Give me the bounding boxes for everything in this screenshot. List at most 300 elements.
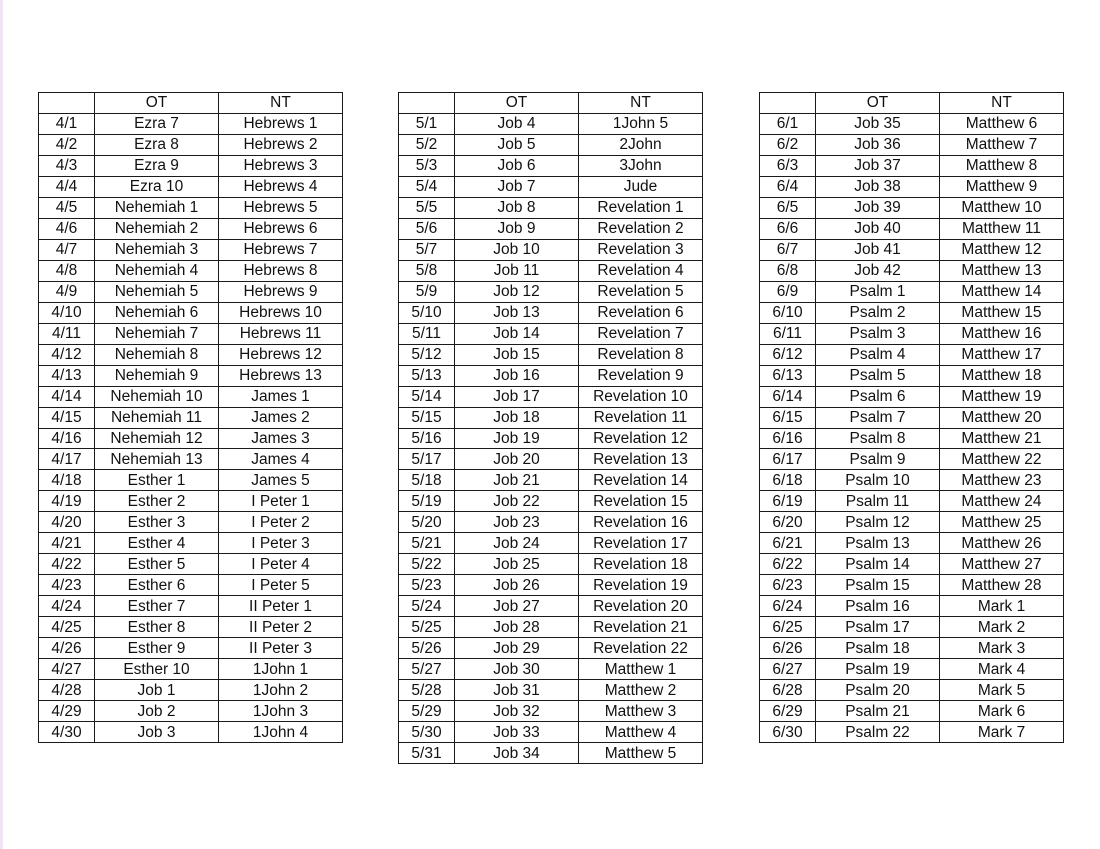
date-column-header <box>39 93 95 114</box>
reading-row <box>39 722 343 743</box>
nt-reading-cell: Revelation 12 <box>579 428 703 449</box>
date-cell: 5/30 <box>399 722 455 743</box>
reading-row <box>39 407 343 428</box>
reading-row <box>760 428 1064 449</box>
reading-row <box>39 197 343 218</box>
ot-reading-cell: Job 27 <box>455 596 579 617</box>
ot-reading-cell: Psalm 22 <box>816 722 940 743</box>
date-cell: 5/15 <box>399 407 455 428</box>
reading-row <box>399 218 703 239</box>
ot-reading-cell: Psalm 17 <box>816 617 940 638</box>
nt-reading-cell: Hebrews 6 <box>219 218 343 239</box>
nt-reading-cell: Revelation 18 <box>579 554 703 575</box>
reading-row <box>39 134 343 155</box>
date-cell: 5/29 <box>399 701 455 722</box>
nt-reading-cell: Mark 1 <box>940 596 1064 617</box>
nt-reading-cell: Mark 4 <box>940 659 1064 680</box>
ot-reading-cell: Esther 5 <box>95 554 219 575</box>
reading-row <box>760 512 1064 533</box>
reading-row <box>760 470 1064 491</box>
nt-reading-cell: II Peter 3 <box>219 638 343 659</box>
nt-reading-cell: Matthew 3 <box>579 701 703 722</box>
nt-reading-cell: Hebrews 4 <box>219 176 343 197</box>
reading-row <box>399 344 703 365</box>
date-cell: 6/8 <box>760 260 816 281</box>
reading-row <box>399 533 703 554</box>
date-cell: 6/16 <box>760 428 816 449</box>
ot-reading-cell: Psalm 8 <box>816 428 940 449</box>
ot-column-header: OT <box>816 93 940 114</box>
date-cell: 4/14 <box>39 386 95 407</box>
ot-reading-cell: Nehemiah 8 <box>95 344 219 365</box>
date-cell: 4/5 <box>39 197 95 218</box>
ot-reading-cell: Job 34 <box>455 743 579 764</box>
reading-row <box>399 134 703 155</box>
date-cell: 5/4 <box>399 176 455 197</box>
ot-reading-cell: Esther 7 <box>95 596 219 617</box>
nt-reading-cell: Matthew 27 <box>940 554 1064 575</box>
page-edge <box>0 0 3 849</box>
nt-reading-cell: Matthew 6 <box>940 113 1064 134</box>
ot-reading-cell: Job 11 <box>455 260 579 281</box>
ot-reading-cell: Job 7 <box>455 176 579 197</box>
ot-reading-cell: Ezra 10 <box>95 176 219 197</box>
date-cell: 5/31 <box>399 743 455 764</box>
nt-reading-cell: Hebrews 7 <box>219 239 343 260</box>
date-cell: 6/13 <box>760 365 816 386</box>
nt-reading-cell: II Peter 2 <box>219 617 343 638</box>
date-cell: 5/11 <box>399 323 455 344</box>
ot-reading-cell: Job 30 <box>455 659 579 680</box>
date-cell: 4/11 <box>39 323 95 344</box>
date-cell: 6/23 <box>760 575 816 596</box>
date-cell: 5/16 <box>399 428 455 449</box>
date-cell: 6/18 <box>760 470 816 491</box>
nt-reading-cell: Matthew 20 <box>940 407 1064 428</box>
reading-row <box>39 344 343 365</box>
nt-reading-cell: Matthew 28 <box>940 575 1064 596</box>
nt-reading-cell: Matthew 1 <box>579 659 703 680</box>
reading-row <box>399 428 703 449</box>
nt-reading-cell: Matthew 7 <box>940 134 1064 155</box>
nt-reading-cell: Hebrews 2 <box>219 134 343 155</box>
reading-row <box>760 659 1064 680</box>
date-cell: 6/17 <box>760 449 816 470</box>
nt-reading-cell: Mark 5 <box>940 680 1064 701</box>
nt-reading-cell: I Peter 2 <box>219 512 343 533</box>
ot-reading-cell: Nehemiah 13 <box>95 449 219 470</box>
ot-reading-cell: Psalm 18 <box>816 638 940 659</box>
reading-row <box>39 155 343 176</box>
ot-reading-cell: Esther 1 <box>95 470 219 491</box>
nt-reading-cell: Hebrews 12 <box>219 344 343 365</box>
nt-reading-cell: James 2 <box>219 407 343 428</box>
ot-reading-cell: Psalm 4 <box>816 344 940 365</box>
reading-row <box>760 701 1064 722</box>
date-cell: 5/10 <box>399 302 455 323</box>
reading-row <box>760 239 1064 260</box>
date-cell: 4/17 <box>39 449 95 470</box>
nt-reading-cell: Hebrews 3 <box>219 155 343 176</box>
ot-reading-cell: Psalm 12 <box>816 512 940 533</box>
reading-row <box>39 218 343 239</box>
date-cell: 6/9 <box>760 281 816 302</box>
nt-reading-cell: 1John 3 <box>219 701 343 722</box>
nt-reading-cell: Mark 3 <box>940 638 1064 659</box>
reading-row <box>760 680 1064 701</box>
date-cell: 4/9 <box>39 281 95 302</box>
reading-row <box>399 302 703 323</box>
date-cell: 5/22 <box>399 554 455 575</box>
reading-table-april <box>38 92 343 743</box>
date-cell: 4/4 <box>39 176 95 197</box>
ot-column-header: OT <box>95 93 219 114</box>
ot-reading-cell: Esther 3 <box>95 512 219 533</box>
date-cell: 6/29 <box>760 701 816 722</box>
nt-reading-cell: James 5 <box>219 470 343 491</box>
date-cell: 5/6 <box>399 218 455 239</box>
ot-reading-cell: Job 28 <box>455 617 579 638</box>
date-cell: 6/28 <box>760 680 816 701</box>
date-cell: 6/2 <box>760 134 816 155</box>
reading-row <box>399 260 703 281</box>
date-cell: 6/12 <box>760 344 816 365</box>
date-cell: 4/7 <box>39 239 95 260</box>
date-cell: 4/10 <box>39 302 95 323</box>
reading-row <box>399 365 703 386</box>
ot-reading-cell: Nehemiah 2 <box>95 218 219 239</box>
reading-row <box>39 449 343 470</box>
ot-reading-cell: Job 26 <box>455 575 579 596</box>
reading-row <box>760 575 1064 596</box>
nt-reading-cell: Hebrews 9 <box>219 281 343 302</box>
ot-reading-cell: Job 29 <box>455 638 579 659</box>
date-cell: 4/19 <box>39 491 95 512</box>
ot-reading-cell: Job 2 <box>95 701 219 722</box>
date-cell: 4/2 <box>39 134 95 155</box>
nt-reading-cell: Matthew 16 <box>940 323 1064 344</box>
ot-reading-cell: Job 17 <box>455 386 579 407</box>
ot-reading-cell: Job 38 <box>816 176 940 197</box>
ot-reading-cell: Esther 4 <box>95 533 219 554</box>
date-cell: 6/25 <box>760 617 816 638</box>
ot-reading-cell: Psalm 14 <box>816 554 940 575</box>
ot-reading-cell: Nehemiah 1 <box>95 197 219 218</box>
ot-reading-cell: Job 42 <box>816 260 940 281</box>
date-column-header <box>399 93 455 114</box>
reading-row <box>760 281 1064 302</box>
ot-reading-cell: Job 23 <box>455 512 579 533</box>
date-cell: 5/3 <box>399 155 455 176</box>
reading-table-may <box>398 92 703 764</box>
nt-reading-cell: Matthew 22 <box>940 449 1064 470</box>
reading-row <box>39 596 343 617</box>
nt-reading-cell: Matthew 8 <box>940 155 1064 176</box>
ot-reading-cell: Nehemiah 4 <box>95 260 219 281</box>
ot-reading-cell: Job 15 <box>455 344 579 365</box>
nt-reading-cell: James 1 <box>219 386 343 407</box>
date-cell: 6/21 <box>760 533 816 554</box>
date-cell: 6/19 <box>760 491 816 512</box>
nt-reading-cell: Hebrews 11 <box>219 323 343 344</box>
reading-row <box>399 323 703 344</box>
nt-reading-cell: Revelation 13 <box>579 449 703 470</box>
nt-reading-cell: 1John 2 <box>219 680 343 701</box>
reading-row <box>39 470 343 491</box>
reading-row <box>760 176 1064 197</box>
reading-row <box>760 407 1064 428</box>
nt-reading-cell: I Peter 3 <box>219 533 343 554</box>
nt-reading-cell: Matthew 12 <box>940 239 1064 260</box>
nt-reading-cell: Revelation 9 <box>579 365 703 386</box>
reading-row <box>39 533 343 554</box>
reading-row <box>399 281 703 302</box>
reading-row <box>760 365 1064 386</box>
date-cell: 6/11 <box>760 323 816 344</box>
reading-row <box>39 617 343 638</box>
reading-row <box>399 449 703 470</box>
reading-row <box>39 512 343 533</box>
ot-reading-cell: Job 4 <box>455 113 579 134</box>
ot-reading-cell: Psalm 7 <box>816 407 940 428</box>
ot-reading-cell: Ezra 7 <box>95 113 219 134</box>
nt-reading-cell: 2John <box>579 134 703 155</box>
date-cell: 6/4 <box>760 176 816 197</box>
reading-row <box>39 701 343 722</box>
nt-reading-cell: Hebrews 10 <box>219 302 343 323</box>
reading-row <box>760 323 1064 344</box>
nt-reading-cell: Matthew 18 <box>940 365 1064 386</box>
date-cell: 5/28 <box>399 680 455 701</box>
reading-row <box>39 638 343 659</box>
ot-reading-cell: Job 13 <box>455 302 579 323</box>
reading-row <box>399 470 703 491</box>
ot-reading-cell: Ezra 9 <box>95 155 219 176</box>
date-cell: 4/3 <box>39 155 95 176</box>
reading-row <box>39 365 343 386</box>
reading-row <box>399 407 703 428</box>
date-cell: 5/14 <box>399 386 455 407</box>
date-cell: 5/19 <box>399 491 455 512</box>
ot-reading-cell: Job 39 <box>816 197 940 218</box>
nt-reading-cell: Revelation 1 <box>579 197 703 218</box>
ot-reading-cell: Esther 10 <box>95 659 219 680</box>
date-cell: 5/12 <box>399 344 455 365</box>
ot-reading-cell: Esther 6 <box>95 575 219 596</box>
ot-reading-cell: Job 32 <box>455 701 579 722</box>
nt-reading-cell: Matthew 13 <box>940 260 1064 281</box>
date-cell: 4/24 <box>39 596 95 617</box>
reading-row <box>39 302 343 323</box>
date-cell: 4/8 <box>39 260 95 281</box>
date-cell: 5/5 <box>399 197 455 218</box>
reading-row <box>760 554 1064 575</box>
date-cell: 4/13 <box>39 365 95 386</box>
ot-reading-cell: Job 21 <box>455 470 579 491</box>
ot-reading-cell: Nehemiah 6 <box>95 302 219 323</box>
date-cell: 6/26 <box>760 638 816 659</box>
nt-reading-cell: Revelation 20 <box>579 596 703 617</box>
reading-row <box>399 512 703 533</box>
date-cell: 5/20 <box>399 512 455 533</box>
nt-reading-cell: Matthew 5 <box>579 743 703 764</box>
reading-row <box>39 176 343 197</box>
nt-reading-cell: James 3 <box>219 428 343 449</box>
ot-reading-cell: Ezra 8 <box>95 134 219 155</box>
ot-reading-cell: Psalm 15 <box>816 575 940 596</box>
date-cell: 5/2 <box>399 134 455 155</box>
reading-row <box>39 554 343 575</box>
date-cell: 6/5 <box>760 197 816 218</box>
date-cell: 6/6 <box>760 218 816 239</box>
reading-row <box>39 659 343 680</box>
reading-row <box>760 617 1064 638</box>
ot-reading-cell: Job 6 <box>455 155 579 176</box>
reading-row <box>399 386 703 407</box>
nt-reading-cell: James 4 <box>219 449 343 470</box>
reading-row <box>760 722 1064 743</box>
reading-row <box>760 386 1064 407</box>
nt-reading-cell: Matthew 19 <box>940 386 1064 407</box>
ot-reading-cell: Esther 2 <box>95 491 219 512</box>
ot-reading-cell: Nehemiah 7 <box>95 323 219 344</box>
reading-row <box>399 491 703 512</box>
reading-row <box>399 680 703 701</box>
nt-reading-cell: Matthew 2 <box>579 680 703 701</box>
reading-row <box>399 617 703 638</box>
nt-reading-cell: Matthew 15 <box>940 302 1064 323</box>
nt-reading-cell: Revelation 19 <box>579 575 703 596</box>
date-cell: 6/20 <box>760 512 816 533</box>
nt-reading-cell: Revelation 14 <box>579 470 703 491</box>
ot-reading-cell: Psalm 21 <box>816 701 940 722</box>
nt-reading-cell: Matthew 24 <box>940 491 1064 512</box>
nt-reading-cell: Matthew 25 <box>940 512 1064 533</box>
nt-reading-cell: Jude <box>579 176 703 197</box>
nt-reading-cell: Matthew 11 <box>940 218 1064 239</box>
date-cell: 4/23 <box>39 575 95 596</box>
reading-row <box>760 260 1064 281</box>
ot-reading-cell: Job 12 <box>455 281 579 302</box>
nt-reading-cell: Revelation 22 <box>579 638 703 659</box>
reading-row <box>760 449 1064 470</box>
reading-row <box>399 596 703 617</box>
reading-row <box>399 155 703 176</box>
ot-reading-cell: Job 14 <box>455 323 579 344</box>
reading-row <box>760 134 1064 155</box>
ot-reading-cell: Psalm 13 <box>816 533 940 554</box>
reading-row <box>760 491 1064 512</box>
date-cell: 5/25 <box>399 617 455 638</box>
date-cell: 4/15 <box>39 407 95 428</box>
date-cell: 5/18 <box>399 470 455 491</box>
ot-reading-cell: Job 5 <box>455 134 579 155</box>
date-cell: 6/10 <box>760 302 816 323</box>
nt-reading-cell: Revelation 6 <box>579 302 703 323</box>
nt-reading-cell: Matthew 23 <box>940 470 1064 491</box>
reading-row <box>760 596 1064 617</box>
nt-reading-cell: Matthew 26 <box>940 533 1064 554</box>
nt-reading-cell: Hebrews 13 <box>219 365 343 386</box>
date-cell: 5/24 <box>399 596 455 617</box>
reading-table-june <box>759 92 1064 743</box>
date-cell: 5/23 <box>399 575 455 596</box>
nt-reading-cell: Revelation 10 <box>579 386 703 407</box>
date-cell: 6/22 <box>760 554 816 575</box>
ot-reading-cell: Job 40 <box>816 218 940 239</box>
reading-row <box>39 323 343 344</box>
date-cell: 4/1 <box>39 113 95 134</box>
reading-row <box>39 680 343 701</box>
reading-row <box>39 428 343 449</box>
nt-reading-cell: I Peter 1 <box>219 491 343 512</box>
reading-row <box>399 197 703 218</box>
reading-row <box>760 302 1064 323</box>
reading-row <box>760 197 1064 218</box>
ot-reading-cell: Psalm 1 <box>816 281 940 302</box>
date-cell: 6/27 <box>760 659 816 680</box>
nt-reading-cell: Mark 2 <box>940 617 1064 638</box>
ot-reading-cell: Job 19 <box>455 428 579 449</box>
reading-row <box>399 575 703 596</box>
reading-row <box>399 743 703 764</box>
date-cell: 4/12 <box>39 344 95 365</box>
ot-reading-cell: Nehemiah 3 <box>95 239 219 260</box>
reading-row <box>399 722 703 743</box>
date-cell: 5/26 <box>399 638 455 659</box>
reading-row <box>760 155 1064 176</box>
date-cell: 5/7 <box>399 239 455 260</box>
ot-reading-cell: Esther 8 <box>95 617 219 638</box>
reading-row <box>399 239 703 260</box>
date-cell: 4/30 <box>39 722 95 743</box>
header-row <box>399 93 703 114</box>
ot-reading-cell: Job 25 <box>455 554 579 575</box>
reading-row <box>760 113 1064 134</box>
nt-reading-cell: Revelation 16 <box>579 512 703 533</box>
ot-reading-cell: Job 18 <box>455 407 579 428</box>
date-cell: 6/24 <box>760 596 816 617</box>
ot-reading-cell: Job 10 <box>455 239 579 260</box>
date-cell: 4/16 <box>39 428 95 449</box>
nt-column-header: NT <box>579 93 703 114</box>
date-cell: 4/28 <box>39 680 95 701</box>
ot-reading-cell: Job 22 <box>455 491 579 512</box>
header-row <box>39 93 343 114</box>
ot-reading-cell: Job 3 <box>95 722 219 743</box>
nt-reading-cell: Revelation 5 <box>579 281 703 302</box>
nt-reading-cell: Matthew 21 <box>940 428 1064 449</box>
reading-row <box>760 344 1064 365</box>
ot-reading-cell: Job 16 <box>455 365 579 386</box>
date-cell: 5/21 <box>399 533 455 554</box>
ot-reading-cell: Nehemiah 11 <box>95 407 219 428</box>
date-cell: 4/26 <box>39 638 95 659</box>
ot-reading-cell: Job 9 <box>455 218 579 239</box>
ot-reading-cell: Job 37 <box>816 155 940 176</box>
ot-reading-cell: Nehemiah 9 <box>95 365 219 386</box>
nt-reading-cell: Revelation 15 <box>579 491 703 512</box>
ot-reading-cell: Nehemiah 5 <box>95 281 219 302</box>
ot-reading-cell: Job 33 <box>455 722 579 743</box>
nt-column-header: NT <box>940 93 1064 114</box>
nt-reading-cell: Revelation 4 <box>579 260 703 281</box>
reading-row <box>399 113 703 134</box>
nt-reading-cell: Revelation 3 <box>579 239 703 260</box>
ot-reading-cell: Job 31 <box>455 680 579 701</box>
nt-reading-cell: Revelation 21 <box>579 617 703 638</box>
nt-reading-cell: Revelation 8 <box>579 344 703 365</box>
